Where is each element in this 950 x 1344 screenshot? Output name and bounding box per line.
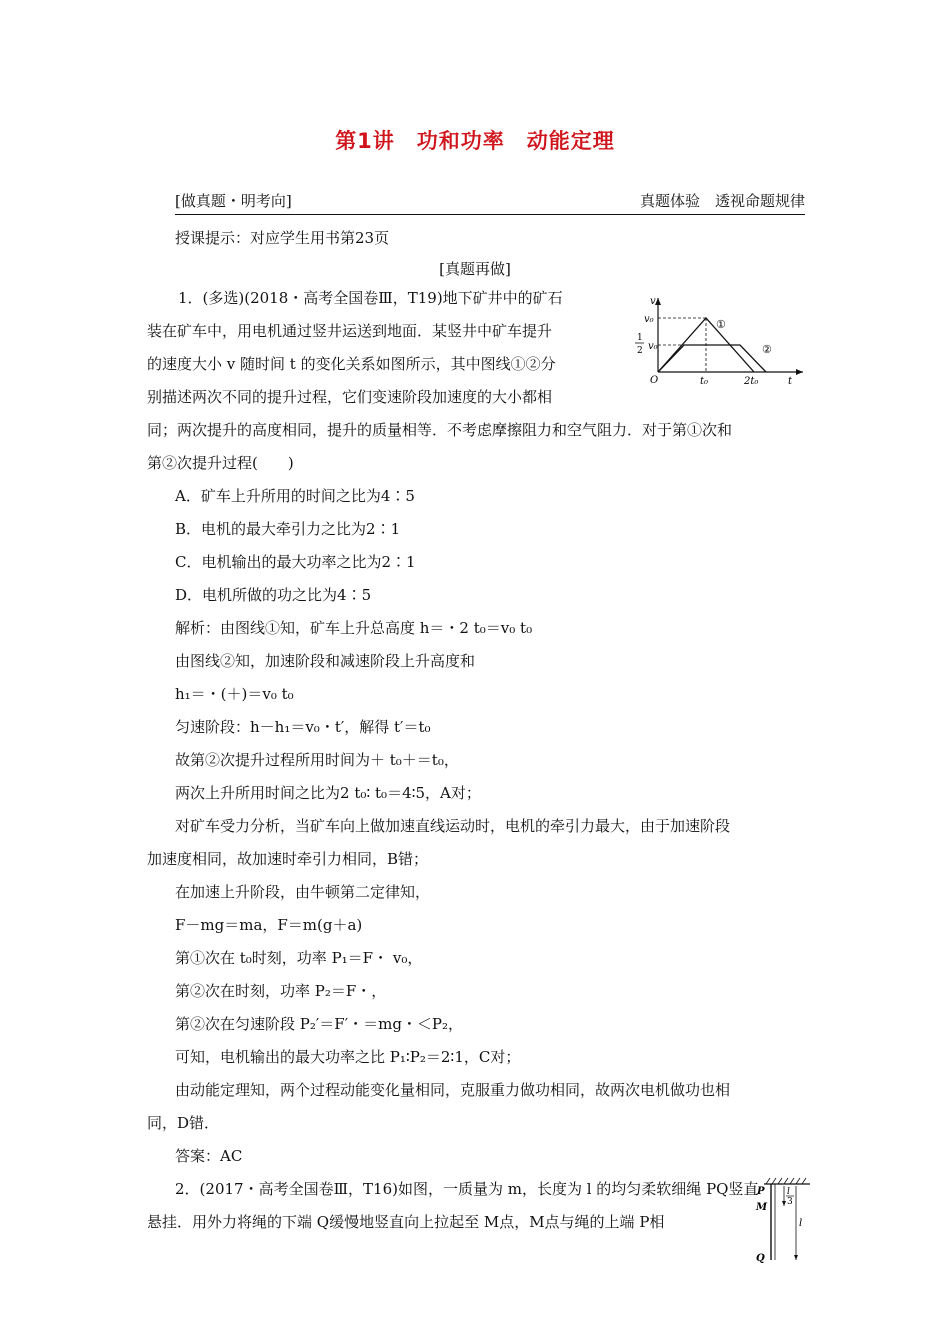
- answer: 答案：AC: [175, 1147, 243, 1165]
- q-label: Q: [756, 1253, 765, 1264]
- half-num: 1: [637, 333, 643, 343]
- solution-line: 由动能定理知，两个过程动能变化量相同，克服重力做功相同，故两次电机做功也相: [175, 1081, 731, 1099]
- rope-figure: [752, 1176, 812, 1268]
- section-label: [真题再做]: [439, 260, 511, 278]
- m-label: M: [756, 1202, 768, 1213]
- t-label: t: [788, 376, 793, 387]
- p-label: P: [757, 1186, 765, 1197]
- header-left: [做真题・明考向]: [175, 192, 292, 210]
- solution-line: h₁＝・(＋)＝v₀ t₀: [175, 685, 294, 703]
- solution-line: 两次上升所用时间之比为2 t₀∶ t₀＝4∶5，A对；: [175, 784, 481, 802]
- t-axis-arrow-icon: [796, 369, 803, 375]
- solution-line: 同，D错．: [147, 1114, 220, 1132]
- option-a: A．矿车上升所用的时间之比为4∶5: [175, 487, 415, 505]
- solution-line: 匀速阶段：h－h₁＝v₀・t′，解得 t′＝t₀: [175, 718, 431, 736]
- q1-line: 的速度大小 v 随时间 t 的变化关系如图所示，其中图线①②分: [147, 355, 556, 373]
- l3-arrow-icon: [782, 1201, 786, 1206]
- q1-line: 别描述两次不同的提升过程，它们变速阶段加速度的大小都相: [147, 388, 553, 406]
- option-d: D．电机所做的功之比为4∶5: [175, 586, 372, 604]
- l3-den: 3: [787, 1197, 793, 1207]
- vt-graph: [628, 290, 808, 390]
- page-title: 第1讲 功和功率 动能定理: [335, 129, 615, 153]
- half-den: 2: [637, 346, 643, 356]
- solution-line: 加速度相同，故加速时牵引力相同，B错；: [147, 850, 429, 868]
- v-axis-arrow-icon: [655, 298, 661, 305]
- section-header: [175, 190, 805, 215]
- option-c: C．电机输出的最大功率之比为2∶1: [175, 553, 416, 571]
- 2t0-label: 2t₀: [744, 376, 759, 387]
- header-right: 真题体验 透视命题规律: [639, 192, 805, 210]
- q2-line: 悬挂．用外力将绳的下端 Q缓慢地竖直向上拉起至 M点，M点与绳的上端 P相: [147, 1213, 665, 1231]
- l3-num: l: [787, 1187, 790, 1197]
- solution-line: F－mg＝ma，F＝m(g＋a): [175, 916, 363, 934]
- solution-line: 在加速上升阶段，由牛顿第二定律知，: [175, 883, 431, 901]
- l-label: l: [799, 1218, 803, 1229]
- solution-line: 对矿车受力分析，当矿车向上做加速直线运动时，电机的牵引力最大，由于加速阶段: [175, 817, 731, 835]
- solution-line: 第①次在 t₀时刻，功率 P₁＝F・ v₀，: [175, 949, 423, 967]
- q1-line: 1．(多选)(2018・高考全国卷Ⅲ，T19)地下矿井中的矿石: [178, 289, 563, 307]
- q2-line: 2．(2017・高考全国卷Ⅲ，T16)如图，一质量为 m，长度为 l 的均匀柔软细绳 PQ竖直: [175, 1180, 759, 1198]
- solution-line: 由图线②知，加速阶段和减速阶段上升高度和: [175, 652, 476, 670]
- option-b: B．电机的最大牵引力之比为2∶1: [175, 520, 401, 538]
- solution-line: 解析：由图线①知，矿车上升总高度 h＝・2 t₀＝v₀ t₀: [175, 619, 533, 637]
- solution-line: 故第②次提升过程所用时间为＋ t₀＋＝t₀，: [175, 751, 459, 769]
- curve2-label: ②: [762, 343, 772, 356]
- solution-line: 第②次在时刻，功率 P₂＝F・，: [175, 982, 387, 1000]
- q1-line: 装在矿车中，用电机通过竖井运送到地面．某竖井中矿车提升: [147, 322, 553, 340]
- l-arrow-icon: [794, 1255, 798, 1260]
- lecture-hint: 授课提示：对应学生用书第23页: [175, 229, 390, 247]
- solution-line: 可知，电机输出的最大功率之比 P₁∶P₂＝2∶1，C对；: [175, 1048, 521, 1066]
- half-v0-label: v₀: [648, 341, 658, 352]
- solution-line: 第②次在匀速阶段 P₂′＝F′・＝mg・＜P₂，: [175, 1015, 464, 1033]
- v-label: v: [650, 296, 656, 307]
- q1-line: 同；两次提升的高度相同，提升的质量相等．不考虑摩擦阻力和空气阻力．对于第①次和: [147, 421, 733, 439]
- v0-label: v₀: [644, 314, 654, 325]
- t0-label: t₀: [700, 376, 709, 387]
- q1-line: 第②次提升过程( ): [147, 454, 294, 472]
- curve1-label: ①: [716, 318, 726, 331]
- origin-label: O: [650, 375, 659, 386]
